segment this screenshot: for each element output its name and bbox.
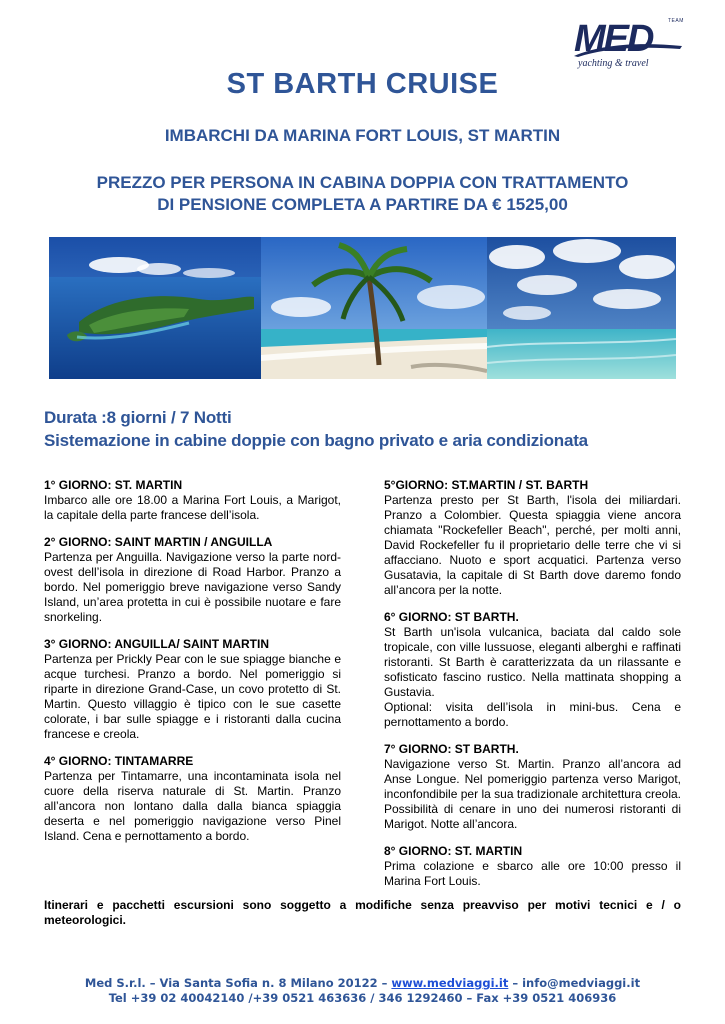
day-8 [384, 844, 681, 889]
logo-wordmark: MED [574, 18, 653, 60]
day-description: Partenza presto per St Barth, l'isola dei miliardari. Pranzo a Colombier. Questa spiaggia viene ancora chiamata "Rockefeller Beach", perché, per molti anni, David Rockefeller fu il proprietario delle terre che vi si affacciano. Nuoto e sport acquatici. Partenza verso Gusatavia, la capitale di St Barth dove daremo fondo all’ancora per la notte. [384, 493, 681, 597]
island-aerial-photo [49, 237, 261, 379]
day-title: 4° GIORNO: TINTAMARRE [44, 754, 194, 768]
footer-phone-line: Tel +39 02 40042140 /+39 0521 463636 / 346 1292460 – Fax +39 0521 406936 [108, 991, 617, 1005]
footer-address: Med S.r.l. – Via Santa Sofia n. 8 Milano 20122 – [84, 976, 392, 990]
day-6 [384, 610, 681, 730]
disclaimer-note: Itinerari e pacchetti escursioni sono soggetto a modifiche senza preavviso per motivi tecnici e / o meteorologici. [44, 898, 681, 927]
price-info [0, 172, 725, 216]
photo-strip [49, 237, 676, 379]
day-description: Prima colazione e sbarco alle ore 10:00 presso il Marina Fort Louis. [384, 859, 681, 888]
day-title: 2° GIORNO: SAINT MARTIN / ANGUILLA [44, 535, 273, 549]
footer-email: – info@medviaggi.it [508, 976, 641, 990]
day-description: Partenza per Anguilla. Navigazione verso la parte nord-ovest dell’isola in direzione di Road Harbor. Pranzo a bordo. Nel pomeriggio breve navigazione verso Sandy Island, un’area protetta in cui è possibile nuotare e fare snorkeling. [44, 550, 341, 624]
day-description: Imbarco alle ore 18.00 a Marina Fort Louis, a Marigot, la capitale della parte francese dell’isola. [44, 493, 341, 522]
logo-tagline: yachting & travel [578, 58, 649, 69]
day-title: 5°GIORNO: ST.MARTIN / ST. BARTH [384, 478, 589, 492]
accommodation-text: Sistemazione in cabine doppie con bagno privato e aria condizionata [44, 431, 588, 450]
itinerary-right-column [384, 478, 681, 901]
day-2 [44, 535, 341, 625]
company-logo [572, 18, 684, 70]
day-description: St Barth un'isola vulcanica, baciata dal caldo sole tropicale, con ville lussuose, eleganti alberghi e raffinati ristoranti. St Barth è caratterizzata da un rilassante e sofisticato fascino rustico. Nella mattinata shopping a Gustavia. [384, 625, 681, 699]
day-3 [44, 637, 341, 742]
price-line-2: DI PENSIONE COMPLETA A PARTIRE DA € 1525,00 [157, 195, 568, 214]
day-description: Partenza per Tintamarre, una incontaminata isola nel cuore della riserva naturale di St. Martin. Pranzo all’ancora non lontano dalla dalla bianca spiaggia deserta e nel pomeriggio navigazione verso Pinel Island. Cena e pernottamento a bordo. [44, 769, 341, 843]
price-line-1: PREZZO PER PERSONA IN CABINA DOPPIA CON TRATTAMENTO [96, 173, 629, 192]
duration-text: Durata :8 giorni / 7 Notti [44, 408, 232, 427]
day-description: Partenza per Prickly Pear con le sue spiagge bianche e acque turchesi. Pranzo a bordo. Nel pomeriggio si riparte in direzione Grand-Case, un covo protetto di St. Martin. Questo villaggio è tipico con le sue casette colorate, i bar sulle spiagge e i ristoranti dalla cucina francese e creola. [44, 652, 341, 741]
day-7 [384, 742, 681, 832]
day-5 [384, 478, 681, 598]
palm-beach-photo [261, 237, 487, 379]
footer-address-line [0, 976, 725, 991]
embark-subtitle: IMBARCHI DA MARINA FORT LOUIS, ST MARTIN [164, 126, 561, 145]
day-title: 6° GIORNO: ST BARTH. [384, 610, 519, 624]
trip-summary [44, 406, 588, 452]
itinerary-left-column [44, 478, 341, 856]
day-title: 1° GIORNO: ST. MARTIN [44, 478, 183, 492]
day-optional: Optional: visita dell’isola in mini-bus. Cena e pernottamento a bordo. [384, 700, 681, 729]
website-link[interactable]: www.medviaggi.it [391, 976, 509, 990]
footer [0, 976, 725, 1006]
logo-team: TEAM [668, 18, 684, 24]
page-title: ST BARTH CRUISE [226, 68, 499, 100]
day-title: 8° GIORNO: ST. MARTIN [384, 844, 523, 858]
day-description: Navigazione verso St. Martin. Pranzo all’ancora ad Anse Longue. Nel pomeriggio partenza verso Marigot, inconfondibile per la sua tradizionale architettura creola. Possibilità di cenare in uno dei numerosi ristoranti di Marigot. Notte all’ancora. [384, 757, 681, 831]
clouds-sea-photo [487, 237, 676, 379]
day-1 [44, 478, 341, 523]
day-title: 3° GIORNO: ANGUILLA/ SAINT MARTIN [44, 637, 270, 651]
day-4 [44, 754, 341, 844]
day-title: 7° GIORNO: ST BARTH. [384, 742, 519, 756]
